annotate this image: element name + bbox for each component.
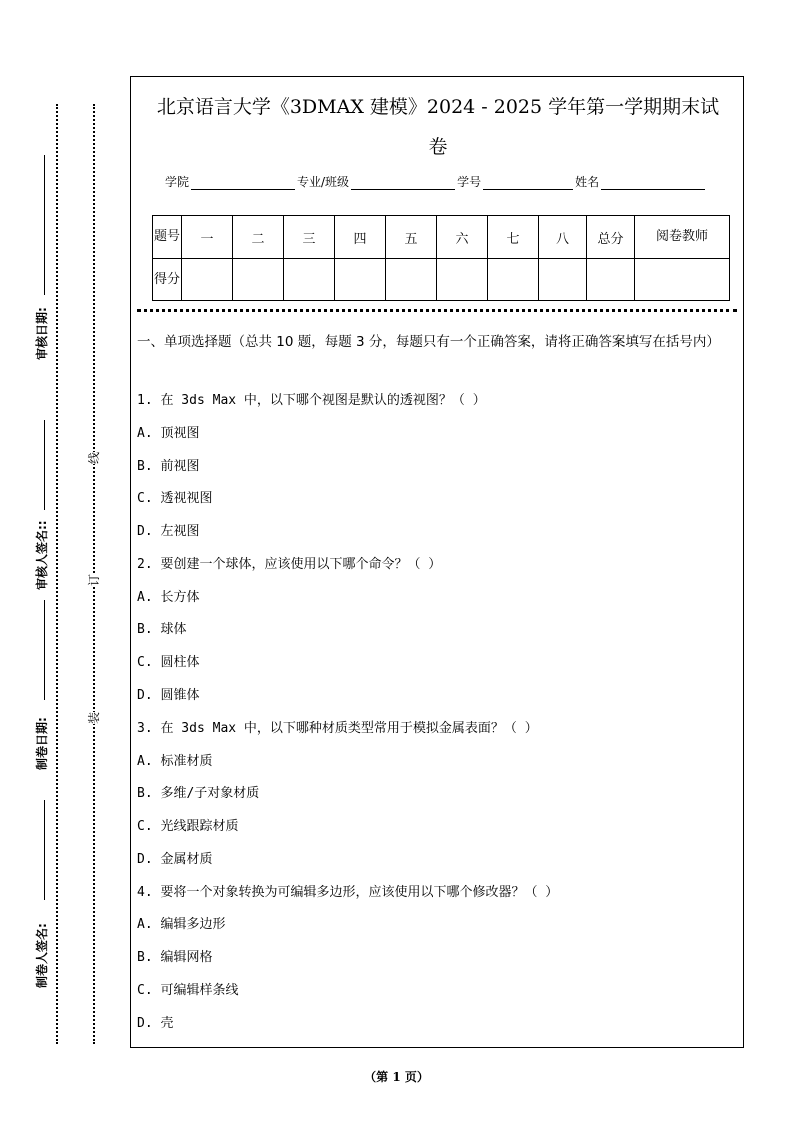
score-cell[interactable] [182,259,233,301]
section-1-heading: 一、单项选择题（总共 10 题，每题 3 分，每题只有一个正确答案，请将正确答案填写在括号内） [137,334,720,350]
score-cell[interactable] [386,259,437,301]
question-2-option-a: A. 长方体 [137,590,200,605]
college-label: 学院 [165,175,190,189]
student-id-label: 学号 [457,175,482,189]
compiler-sign-label: 制卷人签名: [35,923,49,988]
score-cell[interactable] [587,259,635,301]
question-1-option-c: C. 透视视图 [137,491,213,506]
score-cell[interactable] [284,259,335,301]
dotted-separator [137,309,737,312]
question-1-stem: 1. 在 3ds Max 中，以下哪个视图是默认的透视图？（ ） [137,393,486,408]
major-label: 专业/班级 [297,175,350,189]
title-line-1: 北京语言大学《3DMAX 建模》2024 - 2025 学年第一学期期末试 [156,96,720,118]
review-date-label: 审核日期: [35,307,49,360]
question-2-option-c: C. 圆柱体 [137,655,200,670]
score-cell[interactable] [539,259,587,301]
question-1-option-a: A. 顶视图 [137,426,200,441]
col-8: 八 [539,216,587,259]
compile-date-line [44,600,45,700]
major-field[interactable] [351,177,455,190]
review-date-line [44,155,45,295]
col-7: 七 [488,216,539,259]
score-cell[interactable] [488,259,539,301]
compiler-sign-line [44,800,45,900]
score-label-cell: 得分 [153,259,182,301]
question-4-option-d: D. 壳 [137,1016,174,1031]
col-grader: 阅卷教师 [635,216,730,259]
outer-dotted-line [56,104,58,1044]
bind-install-char: 装 [87,711,102,725]
score-cell[interactable] [437,259,488,301]
student-info-row [165,173,707,190]
col-5: 五 [386,216,437,259]
question-3-option-c: C. 光线跟踪材质 [137,819,239,834]
title-line-2: 卷 [428,136,448,158]
college-field[interactable] [191,177,295,190]
exam-title [131,87,745,167]
question-4-stem: 4. 要将一个对象转换为可编辑多边形，应该使用以下哪个修改器？（ ） [137,885,559,900]
col-total: 总分 [587,216,635,259]
score-cell[interactable] [335,259,386,301]
col-2: 二 [233,216,284,259]
col-1: 一 [182,216,233,259]
question-3-option-b: B. 多维/子对象材质 [137,786,260,801]
question-4-option-b: B. 编辑网格 [137,950,213,965]
reviewer-sign-label: 审核人签名:: [35,520,49,590]
question-2-option-b: B. 球体 [137,622,187,637]
question-1-option-d: D. 左视图 [137,524,200,539]
page-number: （第 1 页） [364,1070,429,1084]
exam-frame [130,76,744,1048]
score-table [152,215,730,301]
name-label: 姓名 [575,175,600,189]
question-number-cell: 题号 [153,216,182,259]
question-2-option-d: D. 圆锥体 [137,688,200,703]
question-1-option-b: B. 前视图 [137,459,200,474]
col-3: 三 [284,216,335,259]
question-2-stem: 2. 要创建一个球体，应该使用以下哪个命令？（ ） [137,557,442,572]
question-3-option-d: D. 金属材质 [137,852,213,867]
score-value-row [153,259,730,301]
compile-date-label: 制卷日期: [35,717,49,770]
question-3-stem: 3. 在 3ds Max 中，以下哪种材质类型常用于模拟金属表面？（ ） [137,721,538,736]
col-4: 四 [335,216,386,259]
name-field[interactable] [601,177,705,190]
reviewer-sign-line [44,420,45,510]
score-header-row [153,216,730,259]
score-cell[interactable] [233,259,284,301]
question-4-option-c: C. 可编辑样条线 [137,983,239,998]
score-cell[interactable] [635,259,730,301]
student-id-field[interactable] [483,177,573,190]
col-6: 六 [437,216,488,259]
question-3-option-a: A. 标准材质 [137,754,213,769]
bind-line-char: 线 [87,451,102,465]
bind-order-char: 订 [87,573,102,587]
question-4-option-a: A. 编辑多边形 [137,917,226,932]
